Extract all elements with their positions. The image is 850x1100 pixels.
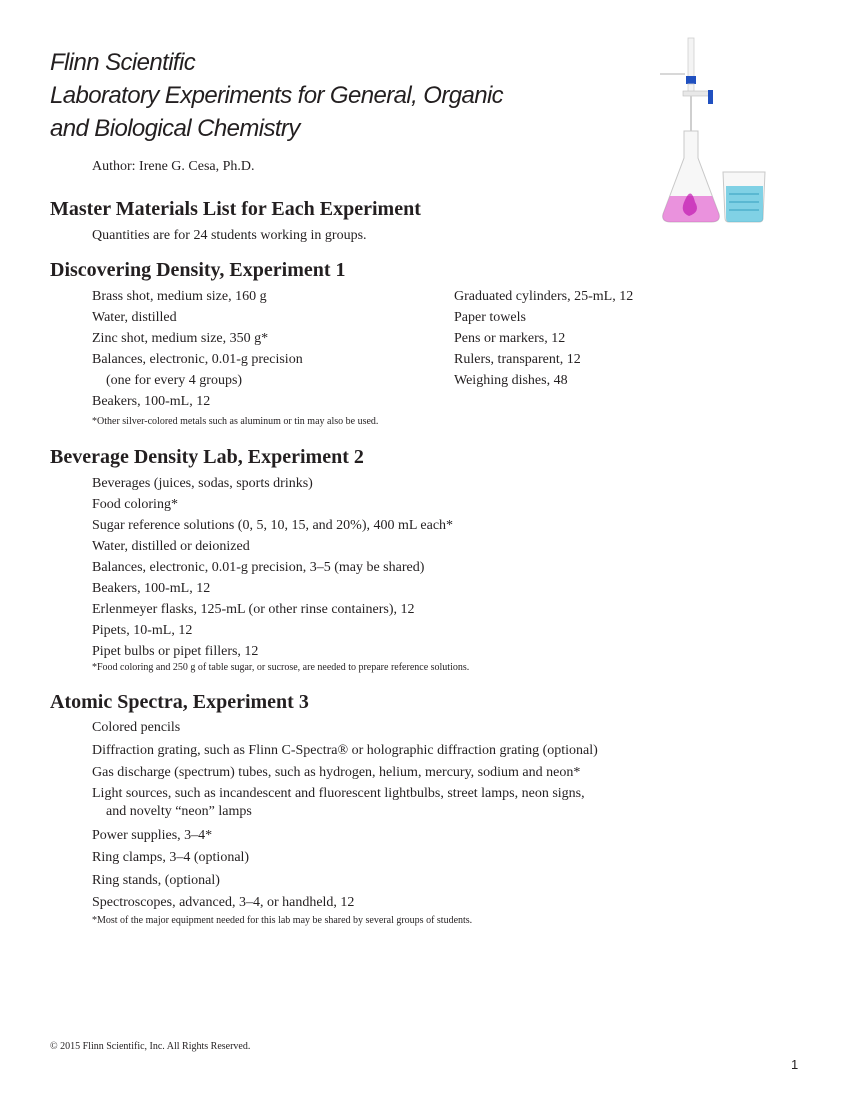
list-item: Water, distilled or deionized bbox=[92, 539, 250, 554]
list-item: Power supplies, 3–4* bbox=[92, 827, 213, 843]
list-item: Balances, electronic, 0.01-g precision bbox=[92, 352, 303, 367]
copyright: © 2015 Flinn Scientific, Inc. All Rights Reserved. bbox=[50, 1041, 251, 1052]
list-item: Colored pencils bbox=[92, 720, 181, 735]
list-item bbox=[92, 785, 598, 825]
list-item: Gas discharge (spectrum) tubes, such as hydrogen, helium, mercury, sodium and neon* bbox=[92, 765, 581, 780]
list-item: Ring clamps, 3–4 (optional) bbox=[92, 850, 250, 865]
title-line-2: Laboratory Experiments for General, Organic bbox=[50, 82, 504, 109]
list-item: Zinc shot, medium size, 350 g* bbox=[92, 331, 269, 346]
list-item-line-1: Light sources, such as incandescent and fluorescent lightbulbs, street lamps, neon signs, bbox=[92, 785, 585, 801]
list-item: Spectroscopes, advanced, 3–4, or handheld, 12 bbox=[92, 895, 355, 910]
exp1-footnote: *Other silver-colored metals such as aluminum or tin may also be used. bbox=[92, 416, 379, 427]
document-title bbox=[50, 46, 503, 145]
exp3-heading: Atomic Spectra, Experiment 3 bbox=[50, 691, 309, 713]
list-item: Balances, electronic, 0.01-g precision, 3–5 (may be shared) bbox=[92, 560, 425, 575]
list-item: Rulers, transparent, 12 bbox=[454, 352, 581, 367]
list-item: Pens or markers, 12 bbox=[454, 331, 566, 346]
master-note: Quantities are for 24 students working in groups. bbox=[92, 228, 367, 243]
list-item: Beverages (juices, sodas, sports drinks) bbox=[92, 476, 313, 491]
list-item: Pipets, 10-mL, 12 bbox=[92, 623, 193, 638]
list-item: Ring stands, (optional) bbox=[92, 872, 220, 888]
buret-tube bbox=[688, 38, 694, 78]
list-item-line-2: and novelty “neon” lamps bbox=[106, 803, 252, 819]
list-item: Graduated cylinders, 25-mL, 12 bbox=[454, 289, 634, 304]
exp2-footnote: *Food coloring and 250 g of table sugar, or sucrose, are needed to prepare reference solutions. bbox=[92, 662, 470, 673]
blue-solution bbox=[726, 186, 763, 222]
list-item: Food coloring* bbox=[92, 497, 178, 512]
buret-cap bbox=[686, 76, 696, 84]
exp1-heading: Discovering Density, Experiment 1 bbox=[50, 259, 346, 281]
list-item: (one for every 4 groups) bbox=[106, 373, 243, 388]
author-line: Author: Irene G. Cesa, Ph.D. bbox=[92, 159, 255, 174]
list-item: Beakers, 100-mL, 12 bbox=[92, 394, 211, 409]
title-line-3: and Biological Chemistry bbox=[50, 115, 300, 142]
list-item: Diffraction grating, such as Flinn C-Spectra® or holographic diffraction grating (optional) bbox=[92, 742, 598, 758]
list-item: Paper towels bbox=[454, 310, 526, 325]
list-item: Water, distilled bbox=[92, 310, 177, 325]
list-item: Pipet bulbs or pipet fillers, 12 bbox=[92, 644, 259, 659]
exp1-left-list bbox=[92, 286, 303, 412]
glassware-illustration bbox=[655, 36, 790, 226]
stopcock-handle bbox=[708, 90, 713, 104]
stopcock bbox=[683, 91, 711, 96]
list-item: Beakers, 100-mL, 12 bbox=[92, 581, 211, 596]
title-line-1: Flinn Scientific bbox=[50, 49, 196, 76]
exp3-footnote: *Most of the major equipment needed for this lab may be shared by several groups of students. bbox=[92, 915, 473, 926]
master-heading: Master Materials List for Each Experiment bbox=[50, 198, 421, 220]
exp3-list bbox=[92, 717, 598, 915]
list-item: Weighing dishes, 48 bbox=[454, 373, 568, 388]
exp1-right-list bbox=[454, 286, 633, 391]
list-item: Brass shot, medium size, 160 g bbox=[92, 289, 267, 304]
page-number: 1 bbox=[791, 1057, 799, 1072]
list-item: Sugar reference solutions (0, 5, 10, 15, and 20%), 400 mL each* bbox=[92, 518, 454, 533]
list-item: Erlenmeyer flasks, 125-mL (or other rinse containers), 12 bbox=[92, 602, 415, 617]
exp2-list bbox=[92, 473, 453, 662]
exp2-heading: Beverage Density Lab, Experiment 2 bbox=[50, 446, 364, 468]
